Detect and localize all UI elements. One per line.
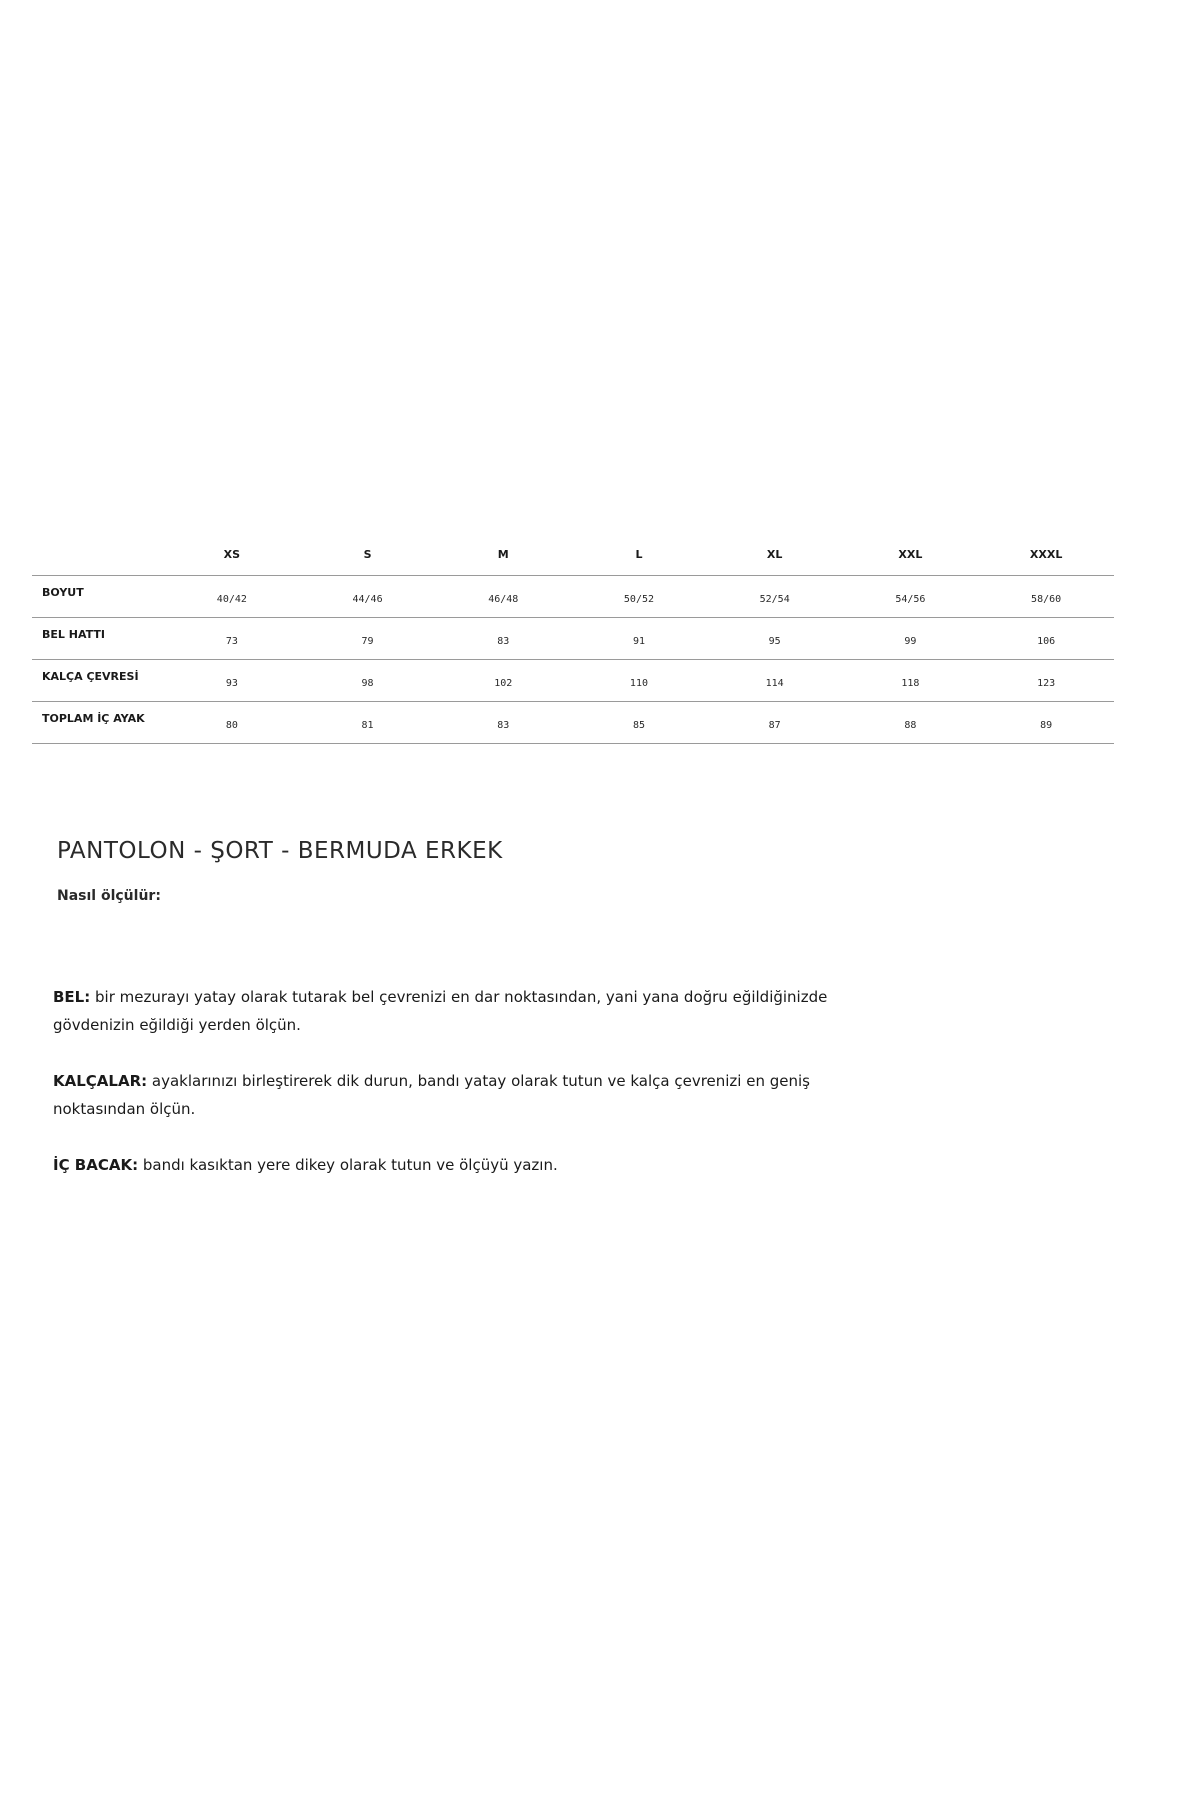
table-cell: 98 bbox=[300, 660, 436, 702]
row-label: BOYUT bbox=[32, 576, 164, 618]
table-cell: 91 bbox=[571, 618, 707, 660]
table-cell: 83 bbox=[435, 618, 571, 660]
table-cell: 114 bbox=[707, 660, 843, 702]
table-cell: 50/52 bbox=[571, 576, 707, 618]
table-cell: 99 bbox=[843, 618, 979, 660]
table-cell: 54/56 bbox=[843, 576, 979, 618]
table-row-kalca-cevresi bbox=[32, 660, 1114, 702]
table-row-bel-hatti bbox=[32, 618, 1114, 660]
instruction-inseam bbox=[53, 1151, 873, 1179]
table-cell: 85 bbox=[571, 702, 707, 744]
row-label: TOPLAM İÇ AYAK bbox=[32, 702, 164, 744]
instruction-text: bir mezurayı yatay olarak tutarak bel çevrenizi en dar noktasından, yani yana doğru eğildiğinizde gövdenizin eğildiği yerden ölçün. bbox=[53, 988, 828, 1034]
table-cell: 52/54 bbox=[707, 576, 843, 618]
size-chart-table bbox=[32, 533, 1114, 744]
size-header-xs: XS bbox=[164, 533, 300, 576]
table-cell: 46/48 bbox=[435, 576, 571, 618]
table-cell: 81 bbox=[300, 702, 436, 744]
row-label: BEL HATTI bbox=[32, 618, 164, 660]
instruction-waist bbox=[53, 983, 873, 1039]
size-chart-header bbox=[32, 533, 1114, 576]
header-blank-cell bbox=[32, 533, 164, 576]
table-cell: 44/46 bbox=[300, 576, 436, 618]
instruction-text: bandı kasıktan yere dikey olarak tutun ve ölçüyü yazın. bbox=[138, 1156, 558, 1174]
table-cell: 106 bbox=[978, 618, 1114, 660]
table-cell: 40/42 bbox=[164, 576, 300, 618]
table-cell: 58/60 bbox=[978, 576, 1114, 618]
table-cell: 118 bbox=[843, 660, 979, 702]
instruction-hips bbox=[53, 1067, 873, 1123]
size-chart-body bbox=[32, 576, 1114, 744]
size-header-xl: XL bbox=[707, 533, 843, 576]
guide-title: PANTOLON - ŞORT - BERMUDA ERKEK bbox=[57, 838, 503, 864]
size-header-xxl: XXL bbox=[843, 533, 979, 576]
how-to-measure-heading: Nasıl ölçülür: bbox=[57, 888, 161, 904]
size-header-s: S bbox=[300, 533, 436, 576]
size-header-m: M bbox=[435, 533, 571, 576]
size-header-row bbox=[32, 533, 1114, 576]
table-row-boyut bbox=[32, 576, 1114, 618]
size-header-l: L bbox=[571, 533, 707, 576]
table-row-toplam-ic-ayak bbox=[32, 702, 1114, 744]
table-cell: 123 bbox=[978, 660, 1114, 702]
table-cell: 88 bbox=[843, 702, 979, 744]
table-cell: 73 bbox=[164, 618, 300, 660]
instruction-term: BEL: bbox=[53, 988, 91, 1006]
table-cell: 110 bbox=[571, 660, 707, 702]
instruction-term: İÇ BACAK: bbox=[53, 1156, 139, 1174]
table-cell: 83 bbox=[435, 702, 571, 744]
size-header-xxxl: XXXL bbox=[978, 533, 1114, 576]
table-cell: 102 bbox=[435, 660, 571, 702]
table-cell: 79 bbox=[300, 618, 436, 660]
table-cell: 80 bbox=[164, 702, 300, 744]
measurement-instructions bbox=[53, 983, 873, 1207]
row-label: KALÇA ÇEVRESİ bbox=[32, 660, 164, 702]
table-cell: 87 bbox=[707, 702, 843, 744]
table-cell: 89 bbox=[978, 702, 1114, 744]
instruction-term: KALÇALAR: bbox=[53, 1072, 148, 1090]
table-cell: 93 bbox=[164, 660, 300, 702]
table-cell: 95 bbox=[707, 618, 843, 660]
instruction-text: ayaklarınızı birleştirerek dik durun, bandı yatay olarak tutun ve kalça çevrenizi en geniş noktasından ölçün. bbox=[53, 1072, 810, 1118]
